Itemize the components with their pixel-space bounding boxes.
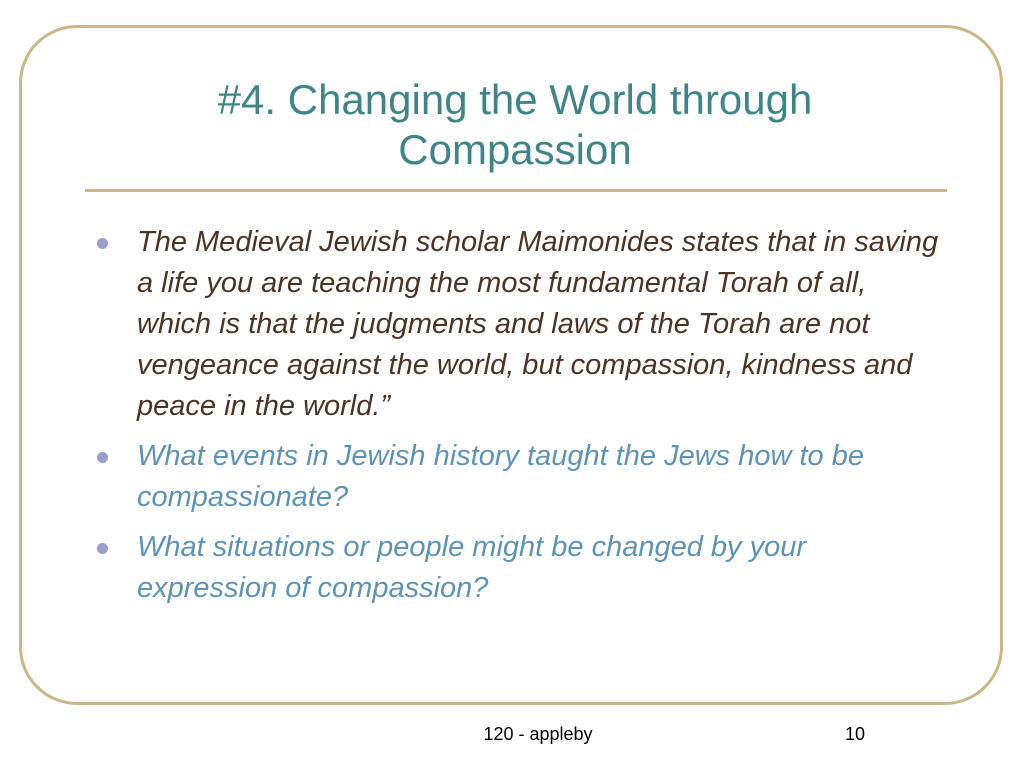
footer-text: 120 - appleby: [483, 724, 593, 744]
bullet-text: What events in Jewish history taught the Jews how to be compassionate?: [137, 440, 864, 513]
slide-title: #4. Changing the World through Compassion: [217, 76, 813, 173]
bullet-dot-icon: [97, 452, 108, 463]
title-divider: [85, 189, 947, 192]
bullet-dot-icon: [97, 543, 108, 554]
page-number: 10: [844, 724, 866, 744]
bullet-item: [97, 527, 947, 609]
bullet-item: [97, 222, 947, 427]
bullet-item: [97, 436, 947, 518]
bullet-list: [97, 222, 947, 618]
bullet-text: The Medieval Jewish scholar Maimonides states that in saving a life you are teaching the most fundamental Torah of all, which is that the judgments and laws of the Torah are not vengeance against the world, but compassion, kindness and peace in the world.”: [137, 226, 939, 422]
bullet-text: What situations or people might be changed by your expression of compassion?: [137, 531, 807, 604]
bullet-dot-icon: [97, 238, 108, 249]
